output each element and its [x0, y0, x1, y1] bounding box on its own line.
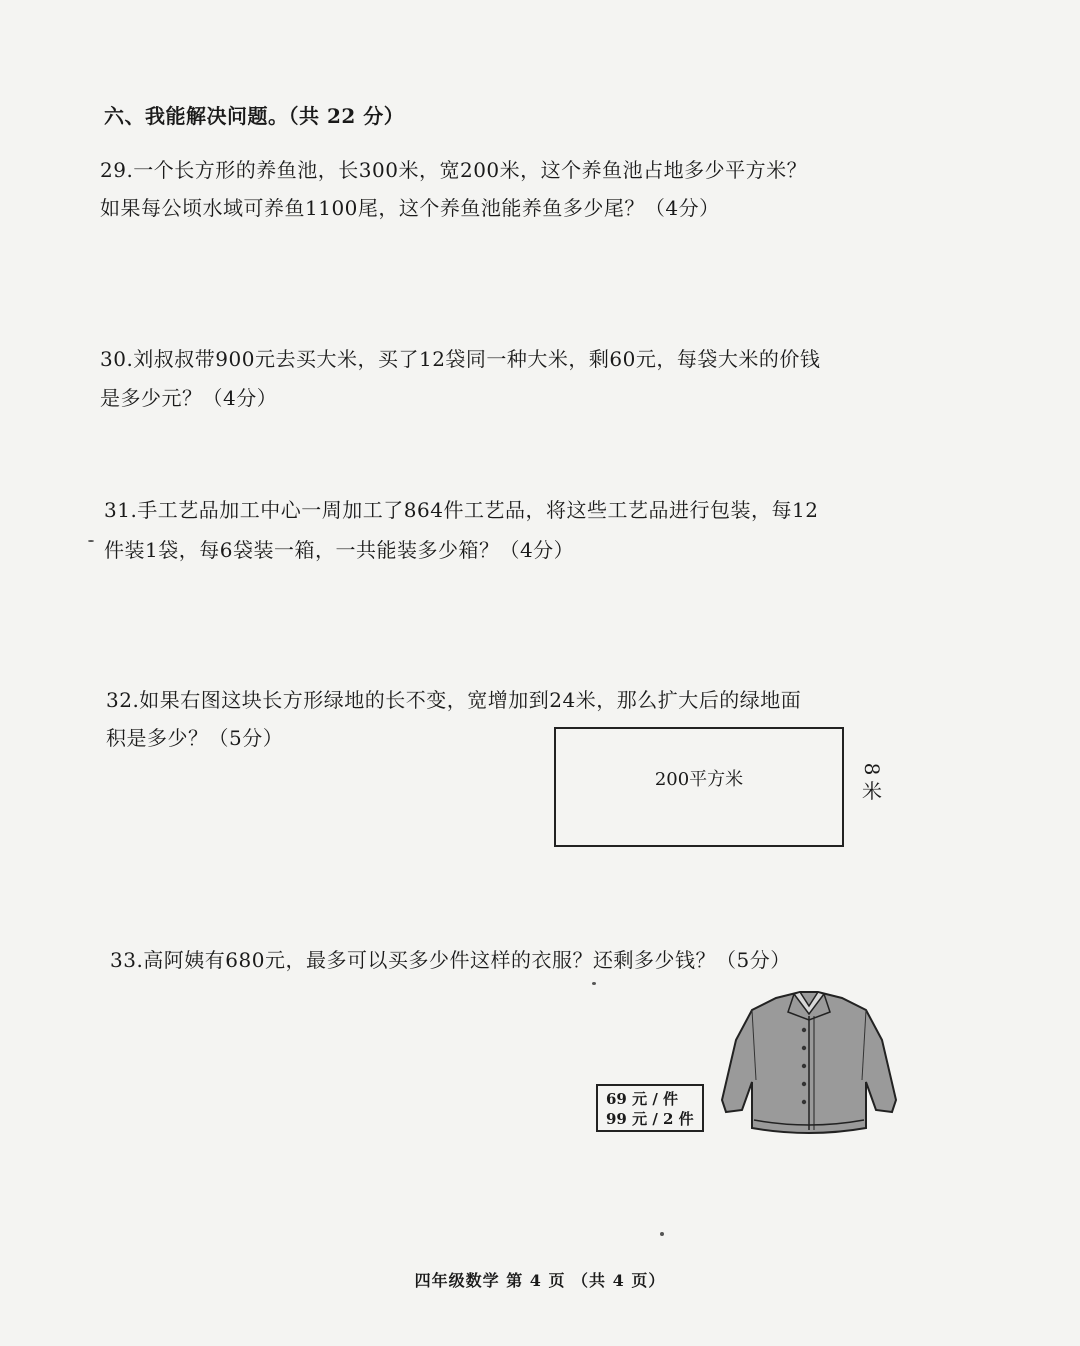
question-32-line-2: 积是多少？（5分） — [106, 726, 284, 750]
page-footer: 四年级数学 第 4 页 （共 4 页） — [414, 1271, 666, 1290]
question-29-line-1: 29.一个长方形的养鱼池，长300米，宽200米，这个养鱼池占地多少平方米？ — [100, 158, 808, 182]
rectangle-width-label — [860, 758, 884, 802]
rectangle-area-label: 200平方米 — [654, 769, 744, 790]
question-31-line-2: 件装1袋，每6袋装一箱，一共能装多少箱？（4分） — [104, 538, 575, 562]
jacket-icon — [716, 990, 902, 1140]
question-33-line-1: 33.高阿姨有680元，最多可以买多少件这样的衣服？还剩多少钱？（5分） — [110, 948, 791, 972]
rectangle-width-number: 8 — [860, 762, 884, 776]
rectangle-width-unit: 米 — [862, 779, 882, 803]
price-pair: 99 元 / 2 件 — [606, 1110, 694, 1128]
scan-speck — [592, 982, 596, 985]
question-30-line-1: 30.刘叔叔带900元去买大米，买了12袋同一种大米，剩60元，每袋大米的价钱 — [100, 347, 821, 371]
price-tag — [596, 1084, 704, 1132]
scan-speck — [660, 1232, 664, 1236]
question-29-line-2: 如果每公顷水域可养鱼1100尾，这个养鱼池能养鱼多少尾？（4分） — [100, 196, 720, 220]
question-30-line-2: 是多少元？（4分） — [100, 386, 278, 410]
green-field-rectangle — [554, 727, 844, 847]
price-single: 69 元 / 件 — [606, 1090, 679, 1108]
section-title: 六、我能解决问题。（共 22 分） — [104, 104, 405, 128]
question-32-line-1: 32.如果右图这块长方形绿地的长不变，宽增加到24米，那么扩大后的绿地面 — [106, 688, 802, 712]
question-31-line-1: 31.手工艺品加工中心一周加工了864件工艺品，将这些工艺品进行包装，每12 — [104, 498, 819, 522]
scan-speck — [88, 540, 94, 542]
